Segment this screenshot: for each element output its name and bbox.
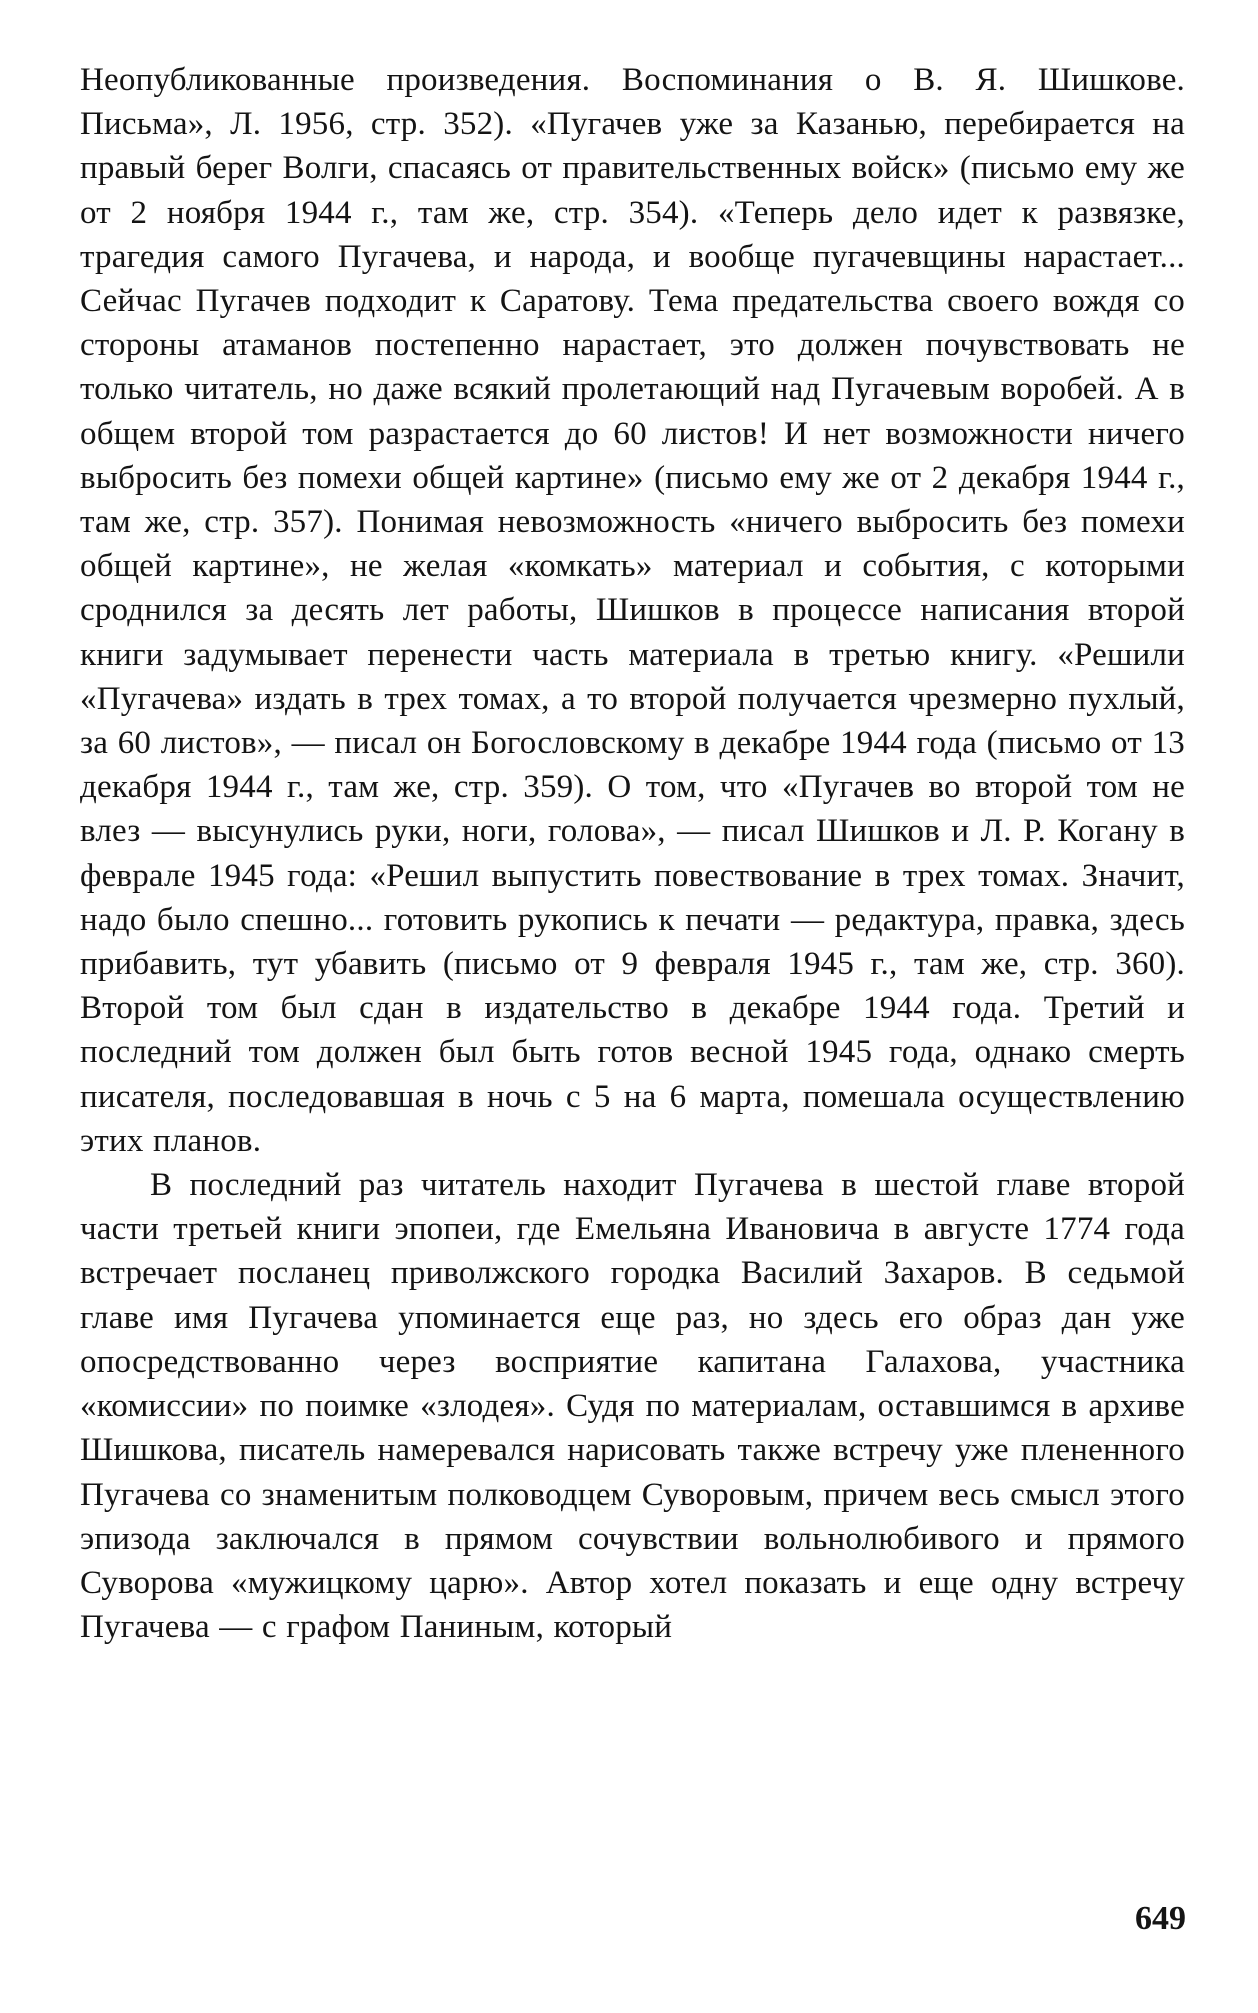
page-body: [80, 58, 1185, 1649]
page-number: 649: [1135, 1900, 1186, 1937]
paragraph-continuation: Неопубликованные произведения. Воспоминания о В. Я. Шишкове. Письма», Л. 1956, стр. 352). «Пугачев уже за Казанью, перебирается на правый берег Волги, спасаясь от правительственных войск» (письмо ему же от 2 ноября 1944 г., там же, стр. 354). «Теперь дело идет к развязке, трагедия самого Пугачева, и народа, и вообще пугачевщины нарастает... Сейчас Пугачев подходит к Саратову. Тема предательства своего вождя со стороны атаманов постепенно нарастает, это должен почувствовать не только читатель, но даже всякий пролетающий над Пугачевым воробей. А в общем второй том разрастается до 60 листов! И нет возможности ничего выбросить без помехи общей картине» (письмо ему же от 2 декабря 1944 г., там же, стр. 357). Понимая невозможность «ничего выбросить без помехи общей картине», не желая «комкать» материал и события, с которыми сроднился за десять лет работы, Шишков в процессе написания второй книги задумывает перенести часть материала в третью книгу. «Решили «Пугачева» издать в трех томах, а то второй получается чрезмерно пухлый, за 60 листов», — писал он Богословскому в декабре 1944 года (письмо от 13 декабря 1944 г., там же, стр. 359). О том, что «Пугачев во второй том не влез — высунулись руки, ноги, голова», — писал Шишков и Л. Р. Когану в феврале 1945 года: «Решил выпустить повествование в трех томах. Значит, надо было спешно... готовить рукопись к печати — редактура, правка, здесь прибавить, тут убавить (письмо от 9 февраля 1945 г., там же, стр. 360). Второй том был сдан в издательство в декабре 1944 года. Третий и последний том должен был быть готов весной 1945 года, однако смерть писателя, последовавшая в ночь с 5 на 6 марта, помешала осуществлению этих планов.: [80, 62, 1185, 1159]
paragraph-last-appearance: В последний раз читатель находит Пугачева в шестой главе второй части третьей книги эпопеи, где Емельяна Ивановича в августе 1774 года встречает посланец приволжского городка Василий Захаров. В седьмой главе имя Пугачева упоминается еще раз, но здесь его образ дан уже опосредствованно через восприятие капитана Галахова, участника «комиссии» по поимке «злодея». Судя по материалам, оставшимся в архиве Шишкова, писатель намеревался нарисовать также встречу уже плененного Пугачева со знаменитым полководцем Суворовым, причем весь смысл этого эпизода заключался в прямом сочувствии вольнолюбивого и прямого Суворова «мужицкому царю». Автор хотел показать и еще одну встречу Пугачева — с графом Паниным, который: [80, 1167, 1185, 1646]
